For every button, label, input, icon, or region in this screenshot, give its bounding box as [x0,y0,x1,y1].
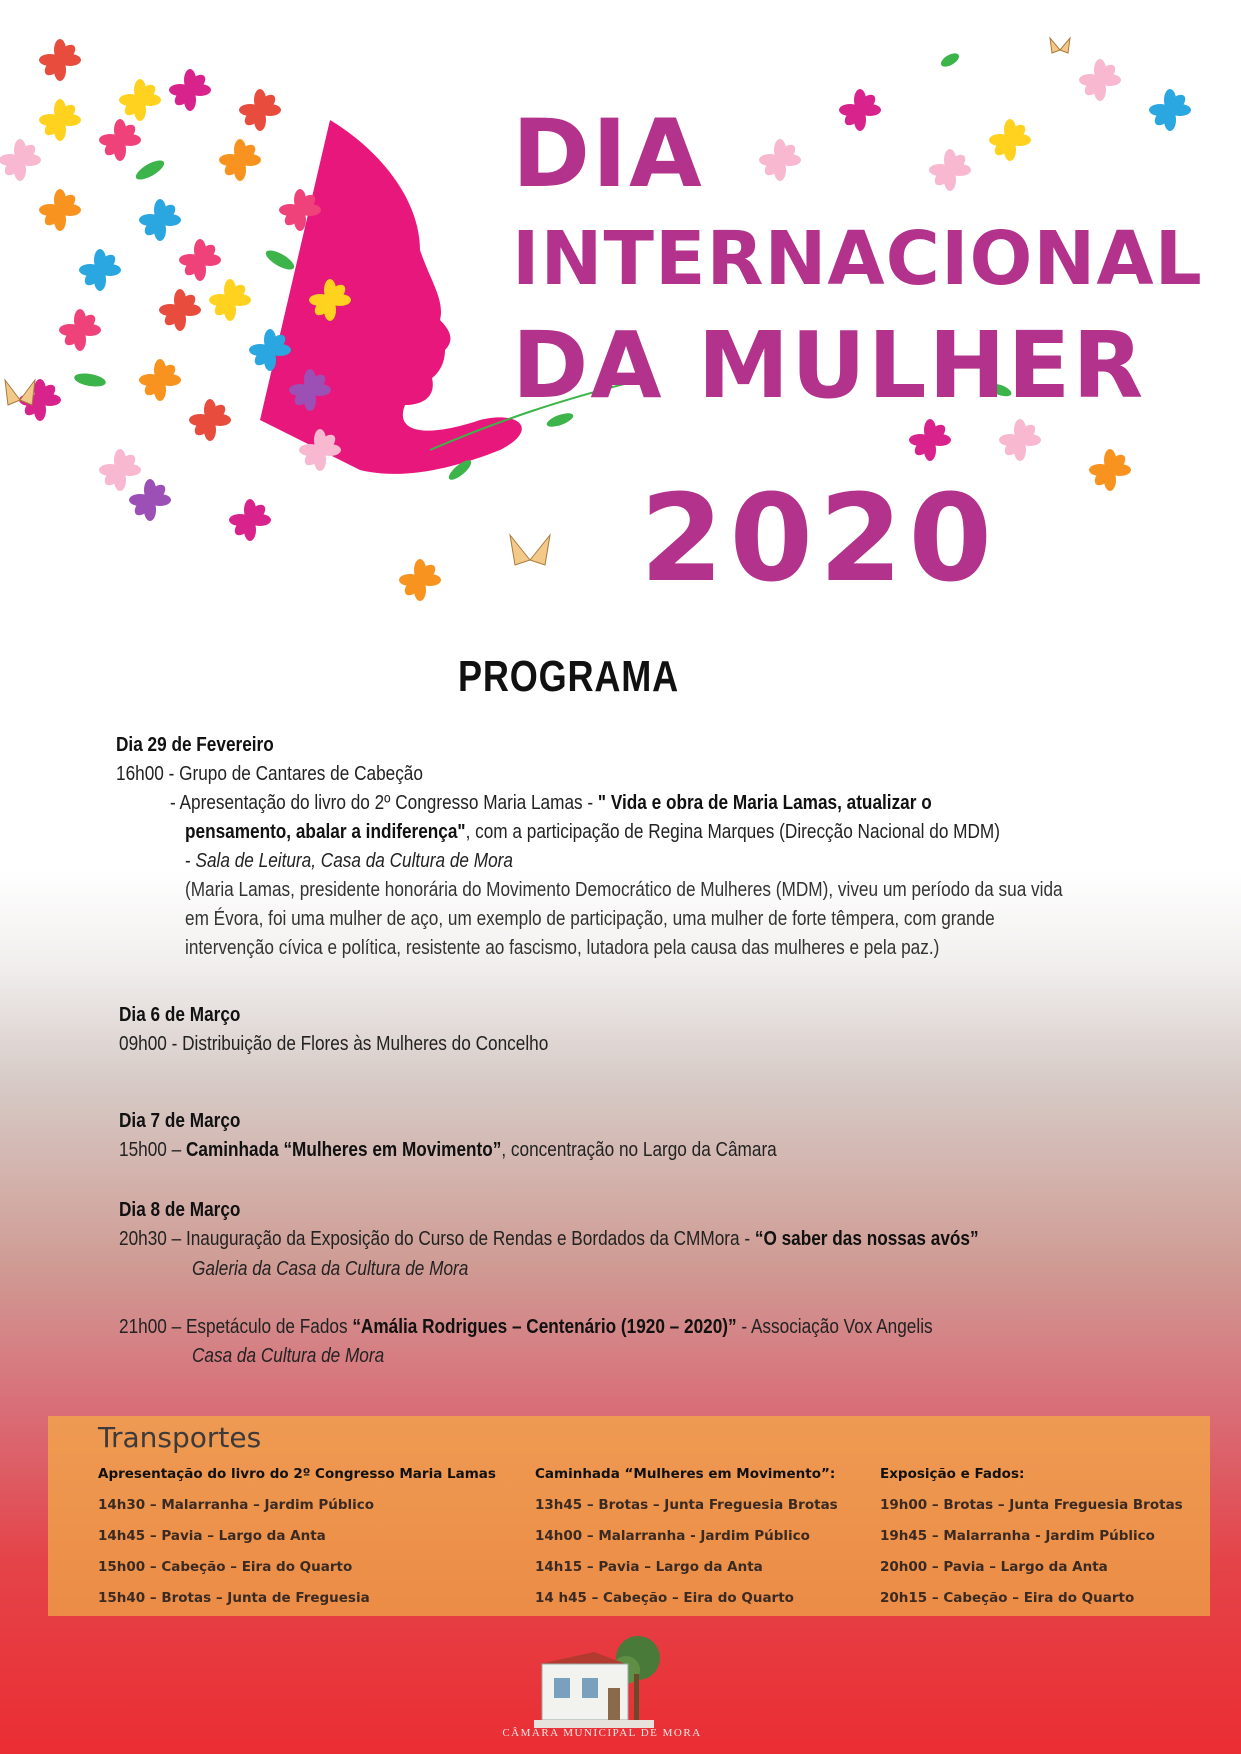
transport-column-expo-fados [880,1466,1183,1621]
transport-item: 15h00 – Cabeção – Eira do Quarto [98,1559,353,1575]
transport-item: 13h45 – Brotas – Junta Freguesia Brotas [535,1497,838,1513]
transport-col3-heading: Exposição e Fados: [880,1466,1025,1482]
day-29-feb-line-2 [170,792,932,815]
transport-column-walk [535,1466,838,1621]
day-6-mar-line-1: 09h00 - Distribuição de Flores às Mulheres do Concelho [119,1033,549,1055]
day-7-mar-line-1 [119,1139,777,1162]
walk-title: Caminhada “Mulheres em Movimento” [185,1139,502,1161]
book-title-part-1: " Vida e obra de Maria Lamas, atualizar o [597,792,932,814]
transport-item: 20h00 – Pavia – Largo da Anta [880,1559,1108,1575]
transport-item: 14h45 – Pavia – Largo da Anta [98,1528,326,1544]
exhibition-text: 20h30 – Inauguração da Exposição do Curso de Rendas e Bordados da CMMora - [119,1228,755,1250]
day-29-feb-note-3: intervenção cívica e política, resistente ao fascismo, lutadora pela causa das mulheres e pela paz.) [185,937,940,959]
day-29-feb-line-1: 16h00 - Grupo de Cantares de Cabeção [116,763,423,785]
logo-caption: CÂMARA MUNICIPAL DE MORA [502,1727,702,1739]
transport-title: Transportes [98,1421,262,1454]
fado-text: 21h00 – Espetáculo de Fados [119,1316,353,1338]
time: 15h00 – [119,1139,186,1161]
title-year: 2020 [640,470,998,609]
transport-item: 14h00 – Malarranha - Jardim Público [535,1528,810,1544]
day-8-mar-date: Dia 8 de Março [119,1199,241,1221]
transport-item: 15h40 – Brotas – Junta de Freguesia [98,1590,370,1606]
transport-col2-heading: Caminhada “Mulheres em Movimento”: [535,1466,836,1482]
transport-col1-heading: Apresentação do livro do 2º Congresso Maria Lamas [98,1466,496,1482]
title-line-3: DA MULHER [512,312,1146,419]
book-presentation-text: - Apresentação do livro do 2º Congresso Maria Lamas - [170,792,598,814]
programa-heading: PROGRAMA [458,652,680,701]
day-8-mar-line-3 [119,1316,933,1339]
day-29-feb-date: Dia 29 de Fevereiro [116,734,274,756]
book-title-part-2: pensamento, abalar a indiferença" [185,821,466,843]
title-line-2: INTERNACIONAL [512,216,1203,302]
day-7-mar-date: Dia 7 de Março [119,1110,241,1132]
dash: - [185,850,196,872]
transport-item: 14 h45 – Cabeção – Eira do Quarto [535,1590,794,1606]
transport-item: 19h00 – Brotas – Junta Freguesia Brotas [880,1497,1183,1513]
day-29-feb-note-1: (Maria Lamas, presidente honorária do Movimento Democrático de Mulheres (MDM), viveu um período da sua vida [185,879,1063,901]
venue-sala-de-leitura: Sala de Leitura, Casa da Cultura de Mora [195,850,513,872]
transport-item: 14h30 – Malarranha – Jardim Público [98,1497,375,1513]
day-8-mar-venue-2: Casa da Cultura de Mora [192,1345,385,1367]
day-8-mar-line-1 [119,1228,979,1251]
transport-column-book [98,1466,496,1621]
participation-text: , com a participação de Regina Marques (Direcção Nacional do MDM) [465,821,1000,843]
transport-item: 20h15 – Cabeção – Eira do Quarto [880,1590,1135,1606]
camara-municipal-logo [534,1630,670,1740]
fado-organizer: - Associação Vox Angelis [736,1316,933,1338]
day-29-feb-line-3 [185,821,1000,844]
title-line-1: DIA [512,100,704,209]
day-6-mar-date: Dia 6 de Março [119,1004,241,1026]
transport-item: 19h45 – Malarranha - Jardim Público [880,1528,1155,1544]
day-8-mar-venue-1: Galeria da Casa da Cultura de Mora [192,1258,469,1280]
transport-box [48,1416,1210,1616]
walk-location: , concentração no Largo da Câmara [501,1139,777,1161]
day-29-feb-note-2: em Évora, foi uma mulher de aço, um exemplo de participação, uma mulher de forte têmpera, com grande [185,908,995,930]
exhibition-title: “O saber das nossas avós” [754,1228,979,1250]
transport-item: 14h15 – Pavia – Largo da Anta [535,1559,763,1575]
day-29-feb-line-4 [185,850,513,873]
fado-title: “Amália Rodrigues – Centenário (1920 – 2020)” [352,1316,737,1338]
